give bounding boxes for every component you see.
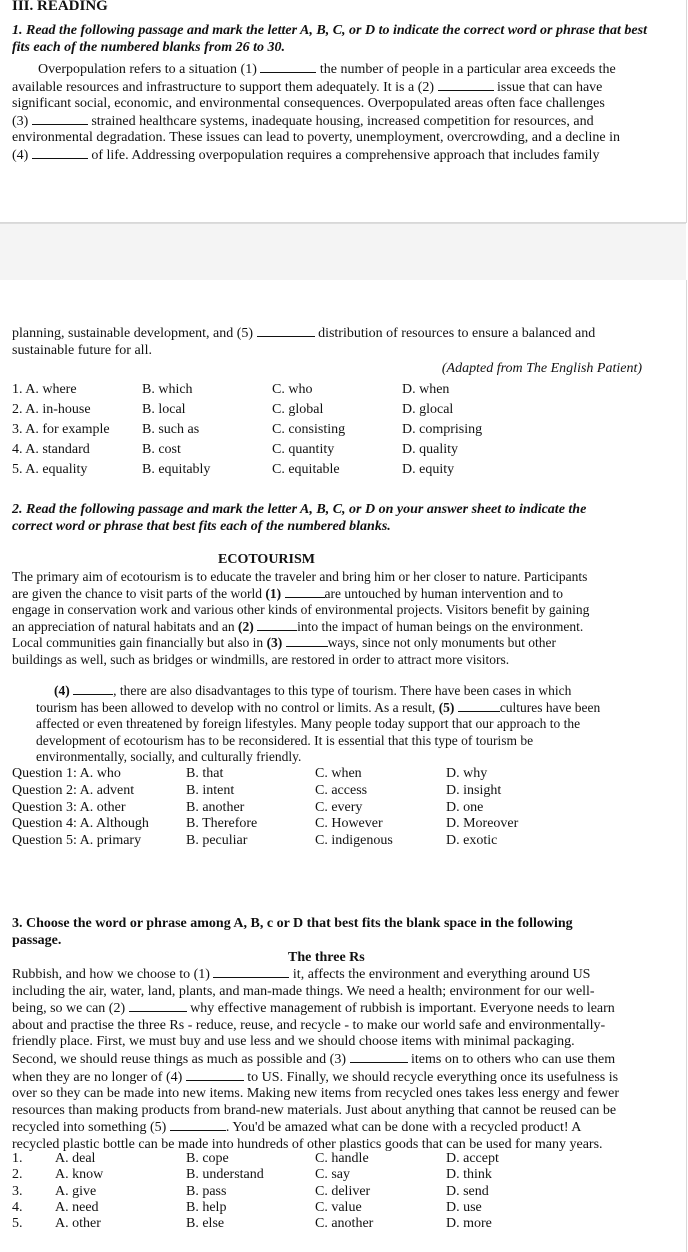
text-line: over so they can be made into new items. Making new items from recycled ones takes less energy and fewer	[12, 1086, 619, 1102]
blank-line	[286, 635, 328, 647]
text-line: affected or even threatened by foreign lifestyles. Many people today support that our approach to the	[36, 716, 581, 732]
text-line: recycled plastic bottle can be made into hundreds of other plastics goods that can be used for many years.	[12, 1136, 603, 1152]
option-d: D. think	[446, 1167, 492, 1182]
option-number: 4.	[12, 1200, 23, 1215]
q2-instruction	[12, 502, 652, 535]
blank-number: (3)	[266, 635, 283, 651]
option-d: D. use	[446, 1200, 482, 1215]
page-gap	[0, 223, 686, 281]
blank-2	[438, 79, 494, 91]
blank-number: (2)	[238, 618, 254, 634]
text-line: (3)	[12, 113, 29, 129]
option-b: B. cost	[142, 442, 181, 457]
option-number: 2.	[12, 1167, 23, 1182]
text-line: it, affects the environment and everything around US	[292, 967, 591, 982]
option-a: Question 2: A. advent	[12, 783, 135, 798]
option-b: B. cope	[186, 1151, 229, 1166]
text-line: recycled into something (5)	[12, 1120, 167, 1136]
text-line: when they are no longer of (4)	[12, 1069, 183, 1085]
option-c: C. say	[315, 1167, 350, 1182]
option-c: C. However	[315, 816, 383, 831]
option-a: A. give	[55, 1184, 97, 1199]
option-d: D. when	[402, 382, 450, 397]
text-line: available resources and infrastructure to support them adequately. It is a (2)	[12, 79, 435, 95]
option-c: C. global	[272, 402, 324, 417]
blank-line	[257, 619, 297, 631]
option-c: C. value	[315, 1200, 362, 1215]
option-a: Question 4: A. Although	[12, 816, 149, 831]
option-a: A. need	[55, 1200, 99, 1215]
text-line: The primary aim of ecotourism is to educate the traveler and bring him or her closer to nature. Participants	[12, 569, 588, 584]
option-a: Question 3: A. other	[12, 800, 126, 815]
blank-1	[260, 61, 316, 73]
option-d: D. Moreover	[446, 816, 519, 831]
option-d: D. exotic	[446, 833, 498, 848]
option-b: B. intent	[186, 783, 235, 798]
blank-number: (1)	[265, 585, 282, 601]
text-line: items on to others who can use them	[411, 1051, 616, 1067]
text-line: 2. Read the following passage and mark the letter A, B, C, or D on your answer sheet to indicate the	[12, 502, 587, 517]
option-c: C. another	[315, 1216, 374, 1231]
text-line: significant social, economic, and environmental consequences. Overpopulated areas often face challenges	[12, 96, 605, 112]
q3-title: The three Rs	[288, 950, 365, 965]
option-d: D. equity	[402, 462, 455, 477]
text-line: Overpopulation refers to a situation (1)	[38, 62, 257, 77]
option-d: D. insight	[446, 783, 502, 798]
blank-5	[170, 1119, 226, 1131]
text-line: . You'd be amazed what can be done with a recycled product! A	[225, 1120, 582, 1136]
option-a: 4. A. standard	[12, 442, 90, 457]
text-line: engage in conservation work and various other kinds of environmental projects. Visitors benefit by gaining	[12, 602, 590, 618]
option-b: B. pass	[186, 1184, 227, 1199]
text-line: ways, since not only monuments but other	[327, 635, 557, 651]
option-c: C. every	[315, 800, 363, 815]
q1-source: (Adapted from The English Patient)	[441, 361, 642, 376]
page-1	[0, 0, 687, 223]
option-b: B. understand	[186, 1167, 264, 1182]
blank-line	[73, 683, 113, 695]
option-b: B. equitably	[142, 462, 211, 477]
option-c: C. quantity	[272, 442, 335, 457]
text-line: strained healthcare systems, inadequate housing, increased competition for resources, and	[91, 113, 594, 129]
text-line: resources than making products from brand-new materials. Just about anything that cannot be reused can be	[12, 1102, 617, 1118]
text-line: including the air, water, land, plants, and man-made things. We need a health; environment for our well-	[12, 983, 595, 999]
text-line: into the impact of human beings on the environment.	[297, 618, 584, 634]
text-line: environmentally, socially, and culturally friendly.	[36, 749, 302, 765]
option-a: A. know	[55, 1167, 104, 1182]
text-line: cultures have been	[499, 699, 601, 715]
option-c: C. when	[315, 766, 362, 781]
blank-3	[350, 1051, 408, 1063]
text-line: to US. Finally, we should recycle everything once its usefulness is	[247, 1069, 619, 1085]
option-c: C. consisting	[272, 422, 346, 437]
blank-1	[213, 966, 289, 978]
text-line: why effective management of rubbish is important. Everyone needs to learn	[190, 1001, 615, 1017]
text-line: the number of people in a particular area exceeds the	[319, 62, 616, 77]
text-line: about and practise the three Rs - reduce, reuse, and recycle - to make our world safe and environmentally-	[12, 1017, 606, 1033]
text-line: issue that can have	[497, 79, 603, 95]
text-line: development of ecotourism has to be reconsidered. It is essential that this type of tourism be	[36, 732, 534, 748]
option-a: 2. A. in-house	[12, 402, 91, 417]
text-line: tourism has been allowed to develop with no control or limits. As a result,	[36, 699, 436, 715]
blank-4	[32, 147, 88, 159]
blank-number: (4)	[54, 683, 70, 698]
option-b: B. that	[186, 766, 224, 781]
text-line: distribution of resources to ensure a balanced and	[318, 326, 596, 341]
text-line: correct word or phrase that best fits each of the numbered blanks.	[12, 518, 391, 534]
blank-line	[458, 700, 500, 712]
page-2	[0, 280, 687, 1252]
option-b: B. such as	[142, 422, 200, 437]
option-a: 3. A. for example	[12, 422, 110, 437]
q1-passage-part2	[12, 325, 640, 359]
option-number: 1.	[12, 1151, 23, 1166]
option-b: B. help	[186, 1200, 227, 1215]
text-line: of life. Addressing overpopulation requires a comprehensive approach that includes family	[91, 147, 600, 163]
option-c: C. deliver	[315, 1184, 371, 1199]
blank-number: (5)	[438, 699, 455, 715]
text-line: buildings as well, such as bridges or windmills, are restored in order to attract more visitors.	[12, 651, 510, 667]
text-line: sustainable future for all.	[12, 342, 152, 358]
text-line: environmental degradation. These issues can lead to poverty, unemployment, overcrowding, and a decline in	[12, 130, 621, 146]
option-d: D. accept	[446, 1151, 499, 1166]
option-c: C. who	[272, 382, 313, 397]
q2-title: ECOTOURISM	[218, 552, 315, 567]
option-b: B. local	[142, 402, 186, 417]
blank-4	[186, 1069, 244, 1081]
option-b: B. peculiar	[186, 833, 248, 848]
q2-paragraph-1	[12, 569, 640, 669]
option-a: A. deal	[55, 1151, 96, 1166]
q3-passage	[12, 966, 640, 1154]
blank-5	[257, 325, 315, 337]
option-d: D. send	[446, 1184, 489, 1199]
q1-instruction: 1. Read the following passage and mark the letter A, B, C, or D to indicate the correct word or phrase that best fits each of the numbered blanks from 26 to 30.	[12, 23, 647, 55]
option-a: Question 5: A. primary	[12, 833, 142, 848]
option-d: D. more	[446, 1216, 492, 1231]
text-line: , there are also disadvantages to this type of tourism. There have been cases in which	[113, 683, 572, 698]
text-line: an appreciation of natural habitats and an	[12, 618, 235, 634]
option-b: B. which	[142, 382, 193, 397]
section-header: III. READING	[12, 0, 108, 14]
blank-2	[129, 1000, 187, 1012]
option-b: B. Therefore	[186, 816, 258, 831]
text-line: passage.	[12, 932, 62, 948]
q2-paragraph-2	[36, 683, 644, 766]
text-line: friendly place. First, we must buy and use less and we should choose items with minimal packaging.	[12, 1034, 575, 1050]
option-d: D. glocal	[402, 402, 454, 417]
text-line: are given the chance to visit parts of the world	[12, 585, 263, 601]
option-a: Question 1: A. who	[12, 766, 121, 781]
option-a: 5. A. equality	[12, 462, 88, 477]
option-d: D. comprising	[402, 422, 483, 437]
option-number: 3.	[12, 1184, 23, 1199]
option-b: B. another	[186, 800, 245, 815]
q1-passage-part1	[12, 61, 640, 165]
text-line: Second, we should reuse things as much as possible and (3)	[12, 1051, 346, 1067]
option-a: A. other	[55, 1216, 101, 1231]
option-d: D. quality	[402, 442, 458, 457]
text-line: being, so we can (2)	[12, 1001, 126, 1017]
option-a: 1. A. where	[12, 382, 77, 397]
q3-instruction	[12, 916, 652, 949]
option-d: D. why	[446, 766, 488, 781]
option-c: C. indigenous	[315, 833, 393, 848]
blank-line	[285, 586, 325, 598]
text-line: 3. Choose the word or phrase among A, B, c or D that best fits the blank space in the following	[12, 916, 573, 931]
text-line: are untouched by human intervention and to	[324, 585, 563, 601]
option-number: 5.	[12, 1216, 23, 1231]
option-c: C. equitable	[272, 462, 340, 477]
option-b: B. else	[186, 1216, 225, 1231]
text-line: Local communities gain financially but also in	[12, 635, 264, 651]
text-line: Rubbish, and how we choose to (1)	[12, 967, 210, 982]
text-line: planning, sustainable development, and (5)	[12, 326, 254, 341]
option-d: D. one	[446, 800, 484, 815]
option-c: C. access	[315, 783, 368, 798]
option-c: C. handle	[315, 1151, 369, 1166]
text-line: (4)	[12, 147, 29, 163]
blank-3	[32, 113, 88, 125]
